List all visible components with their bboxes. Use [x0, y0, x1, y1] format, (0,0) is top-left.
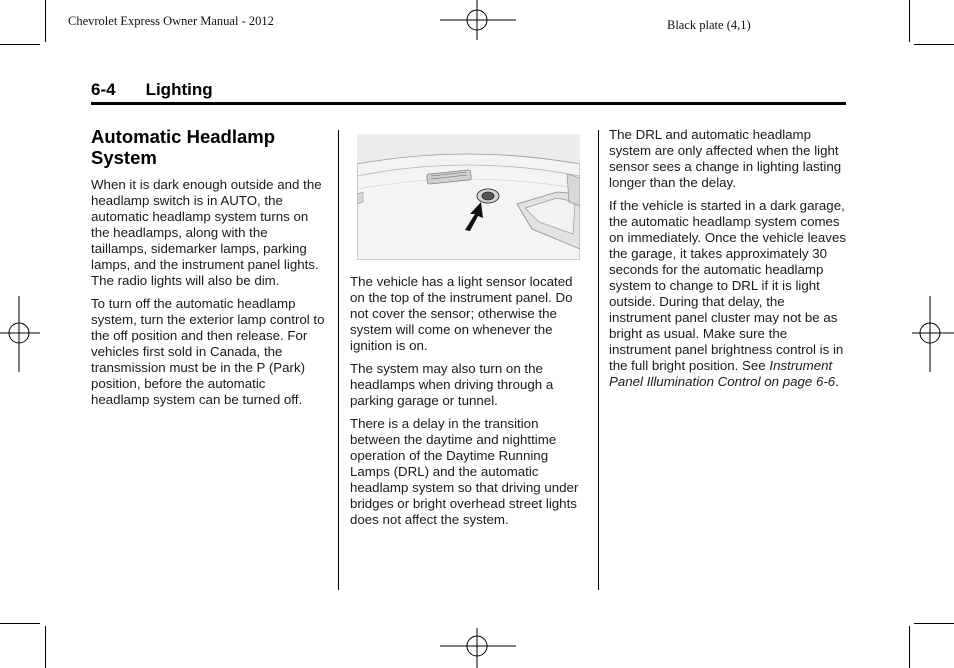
- paragraph: The system may also turn on the headlamps when driving through a parking garage or tunnel.: [350, 361, 554, 408]
- dashboard-illustration-icon: [357, 134, 580, 260]
- paragraph: The vehicle has a light sensor located on the top of the instrument panel. Do not cover the sensor; otherwise the system will come on whenever the ignition is on.: [350, 274, 573, 353]
- paragraph-text: If the vehicle is started in a dark garage, the automatic headlamp system comes on immediately. Once the vehicle leaves the garage, it takes approximately 30 seconds for the automatic headlamp system to change to DRL if it is light outside. During that delay, the instrument panel cluster may not be as bright as usual. Make sure the instrument panel brightness control is in the full bright position. See: [609, 198, 846, 373]
- paragraph: When it is dark enough outside and the headlamp switch is in AUTO, the automatic headlamp system turns on the headlamps, along with the taillamps, sidemarker lamps, parking lamps, and the instrument panel lights. The radio lights will also be dim.: [91, 177, 322, 288]
- column-1: [91, 177, 327, 415]
- crop-mark: [914, 623, 954, 624]
- section-header: [91, 80, 243, 100]
- registration-mark-icon: [440, 0, 516, 40]
- column-divider: [338, 130, 339, 590]
- header-rule: [91, 102, 846, 105]
- crop-mark: [914, 44, 954, 45]
- plate-label: Black plate (4,1): [667, 18, 751, 32]
- paragraph: The DRL and automatic headlamp system are only affected when the light sensor sees a change in lighting lasting longer than the delay.: [609, 127, 842, 190]
- registration-mark-icon: [440, 628, 516, 668]
- registration-mark-icon: [0, 296, 40, 372]
- column-3: [609, 127, 849, 397]
- crop-mark: [0, 44, 40, 45]
- section-name: Lighting: [145, 80, 213, 99]
- crop-mark: [909, 626, 910, 668]
- crop-mark: [45, 626, 46, 668]
- crop-mark: [45, 0, 46, 42]
- manual-title: Chevrolet Express Owner Manual - 2012: [68, 14, 274, 28]
- crop-mark: [0, 623, 40, 624]
- column-divider: [598, 130, 599, 590]
- paragraph-end: .: [835, 374, 839, 389]
- crop-mark: [909, 0, 910, 42]
- paragraph: [609, 198, 849, 390]
- article-title: Automatic Headlamp System: [91, 126, 276, 168]
- light-sensor-illustration: [357, 134, 580, 260]
- cross-reference-link[interactable]: Instrument Panel Illumination Control on page 6-6: [609, 358, 836, 389]
- paragraph: To turn off the automatic headlamp system, turn the exterior lamp control to the off position and then release. For vehicles first sold in Canada, the transmission must be in the P (Park) position, before the automatic headlamp system can be turned off.: [91, 296, 325, 407]
- section-number: 6-4: [91, 80, 116, 99]
- paragraph: There is a delay in the transition between the daytime and nighttime operation of the Daytime Running Lamps (DRL) and the automatic headlamp system so that driving under bridges or bright overhead street lights does not affect the system.: [350, 416, 579, 527]
- registration-mark-icon: [912, 296, 954, 372]
- column-2: [350, 274, 586, 535]
